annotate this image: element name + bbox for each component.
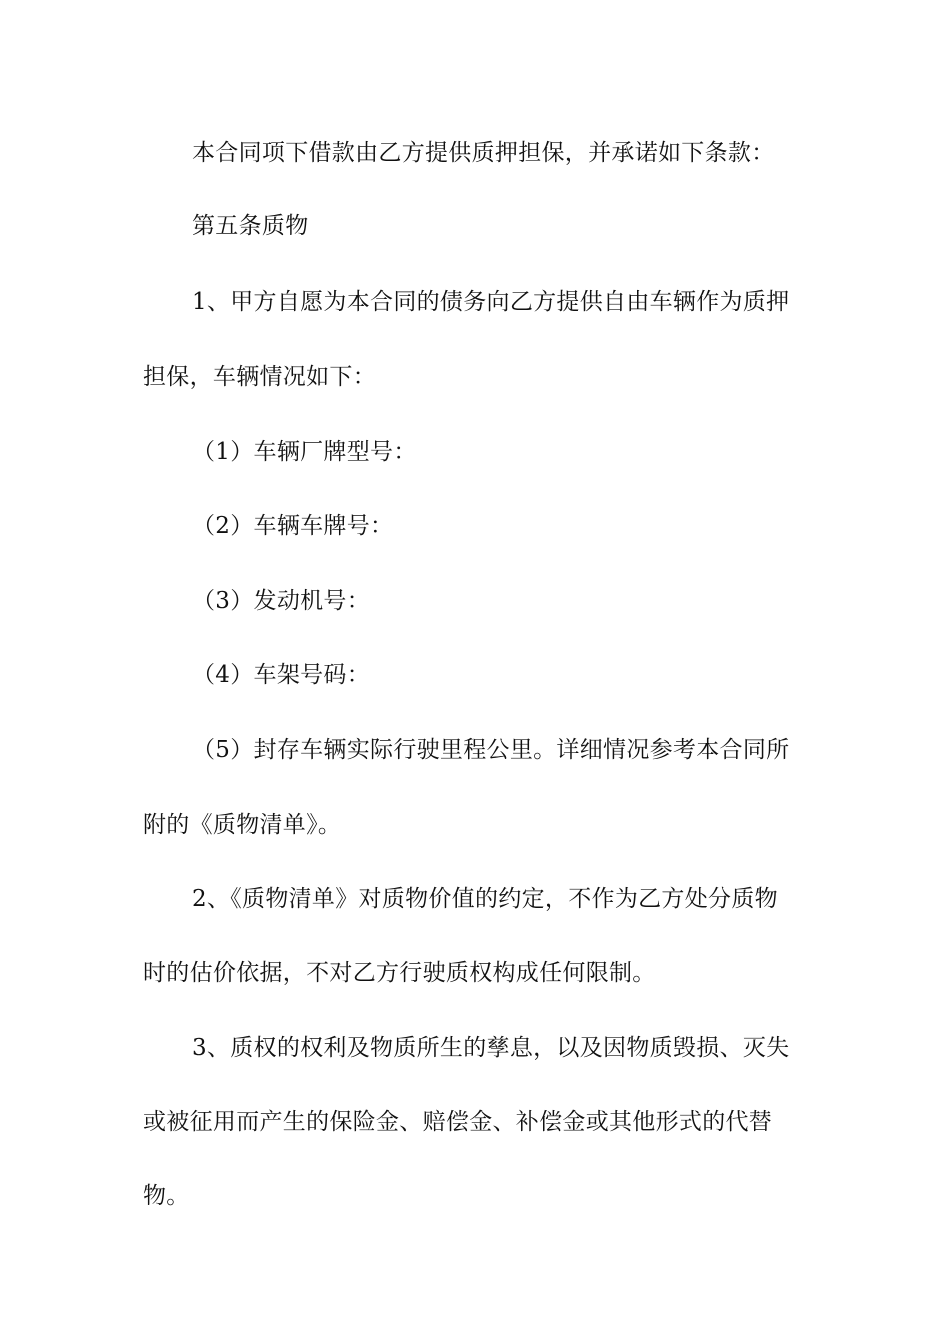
paragraph-pledge-intro: 本合同项下借款由乙方提供质押担保，并承诺如下条款： [192, 140, 775, 166]
item-mileage-line-2: 附的《质物清单》。 [143, 812, 342, 838]
clause-3-line-3: 物。 [143, 1183, 190, 1209]
item-mileage-line-1: （5）封存车辆实际行驶里程公里。详细情况参考本合同所 [192, 737, 790, 763]
clause-3-line-1: 3、质权的权利及物质所生的孳息，以及因物质毁损、灭失 [192, 1035, 790, 1061]
item-vehicle-model: （1）车辆厂牌型号： [192, 439, 417, 465]
clause-1-line-1: 1、甲方自愿为本合同的债务向乙方提供自由车辆作为质押 [192, 289, 790, 315]
item-frame-number: （4）车架号码： [192, 662, 371, 688]
clause-2-line-1: 2、《质物清单》对质物价值的约定，不作为乙方处分质物 [192, 886, 778, 912]
item-engine-number: （3）发动机号： [192, 588, 371, 614]
clause-2-line-2: 时的估价依据，不对乙方行驶质权构成任何限制。 [143, 960, 656, 986]
clause-3-line-2: 或被征用而产生的保险金、赔偿金、补偿金或其他形式的代替 [143, 1109, 773, 1135]
clause-1-line-2: 担保，车辆情况如下： [143, 364, 376, 390]
item-license-plate: （2）车辆车牌号： [192, 513, 394, 539]
section-heading-article-5: 第五条质物 [192, 213, 309, 239]
